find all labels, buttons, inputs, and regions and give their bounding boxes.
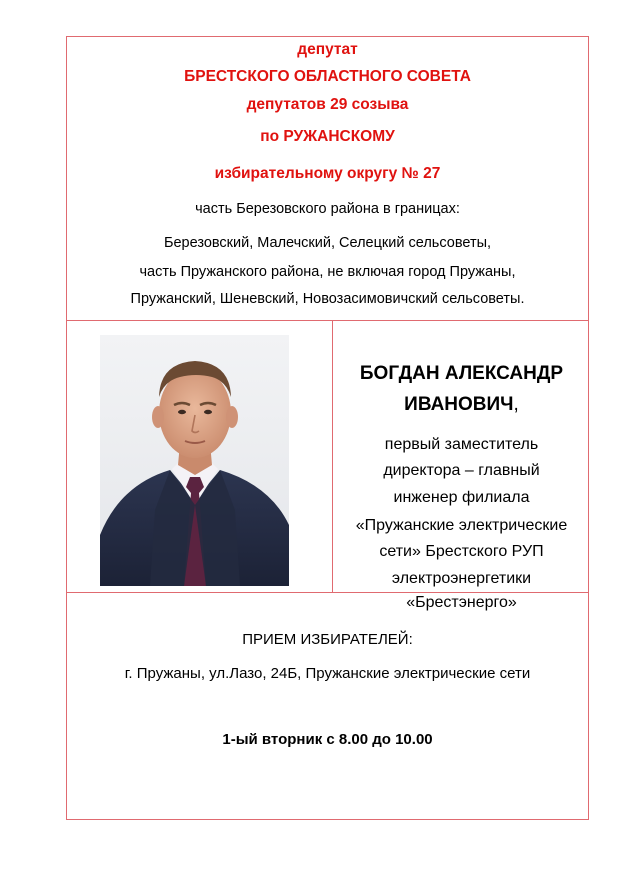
title-line-convocation: депутатов 29 созыва — [246, 96, 409, 113]
deputy-name-line-2 — [333, 394, 590, 416]
deputy-section — [67, 321, 588, 611]
district-line-3: часть Пружанского района, не включая город Пружаны, — [139, 264, 516, 280]
deputy-name-text: ИВАНОВИЧ — [404, 394, 514, 415]
district-line-1: часть Березовского района в границах: — [195, 201, 460, 217]
position-line-2: директора – главный — [383, 462, 540, 479]
position-line-1: первый заместитель — [384, 436, 539, 453]
info-card-frame — [66, 36, 589, 820]
reception-heading: ПРИЕМ ИЗБИРАТЕЛЕЙ: — [242, 631, 413, 648]
deputy-photo — [100, 335, 289, 586]
title-line-council: БРЕСТСКОГО ОБЛАСТНОГО СОВЕТА — [184, 68, 471, 85]
position-line-5: сети» Брестского РУП — [379, 543, 544, 560]
position-line-7: «Брестэнерго» — [406, 594, 517, 611]
position-line-4: «Пружанские электрические — [355, 517, 568, 534]
reception-section — [67, 593, 588, 820]
reception-schedule: 1-ый вторник с 8.00 до 10.00 — [222, 731, 433, 748]
title-line-district-name: по РУЖАНСКОМУ — [260, 128, 395, 145]
position-line-3: инженер филиала — [393, 489, 530, 506]
district-line-2: Березовский, Малечский, Селецкий сельсоветы, — [163, 235, 492, 251]
title-line-district-number: избирательному округу № 27 — [214, 165, 441, 182]
deputy-name-comma: , — [513, 394, 519, 415]
header-section — [67, 37, 588, 321]
reception-address: г. Пружаны, ул.Лазо, 24Б, Пружанские электрические сети — [124, 665, 531, 682]
title-line-deputy: депутат — [297, 41, 358, 58]
district-line-4: Пружанский, Шеневский, Новозасимовичский сельсоветы. — [130, 291, 525, 307]
position-line-6: электроэнергетики — [391, 570, 532, 587]
deputy-name-line-1: БОГДАН АЛЕКСАНДР — [359, 363, 564, 384]
